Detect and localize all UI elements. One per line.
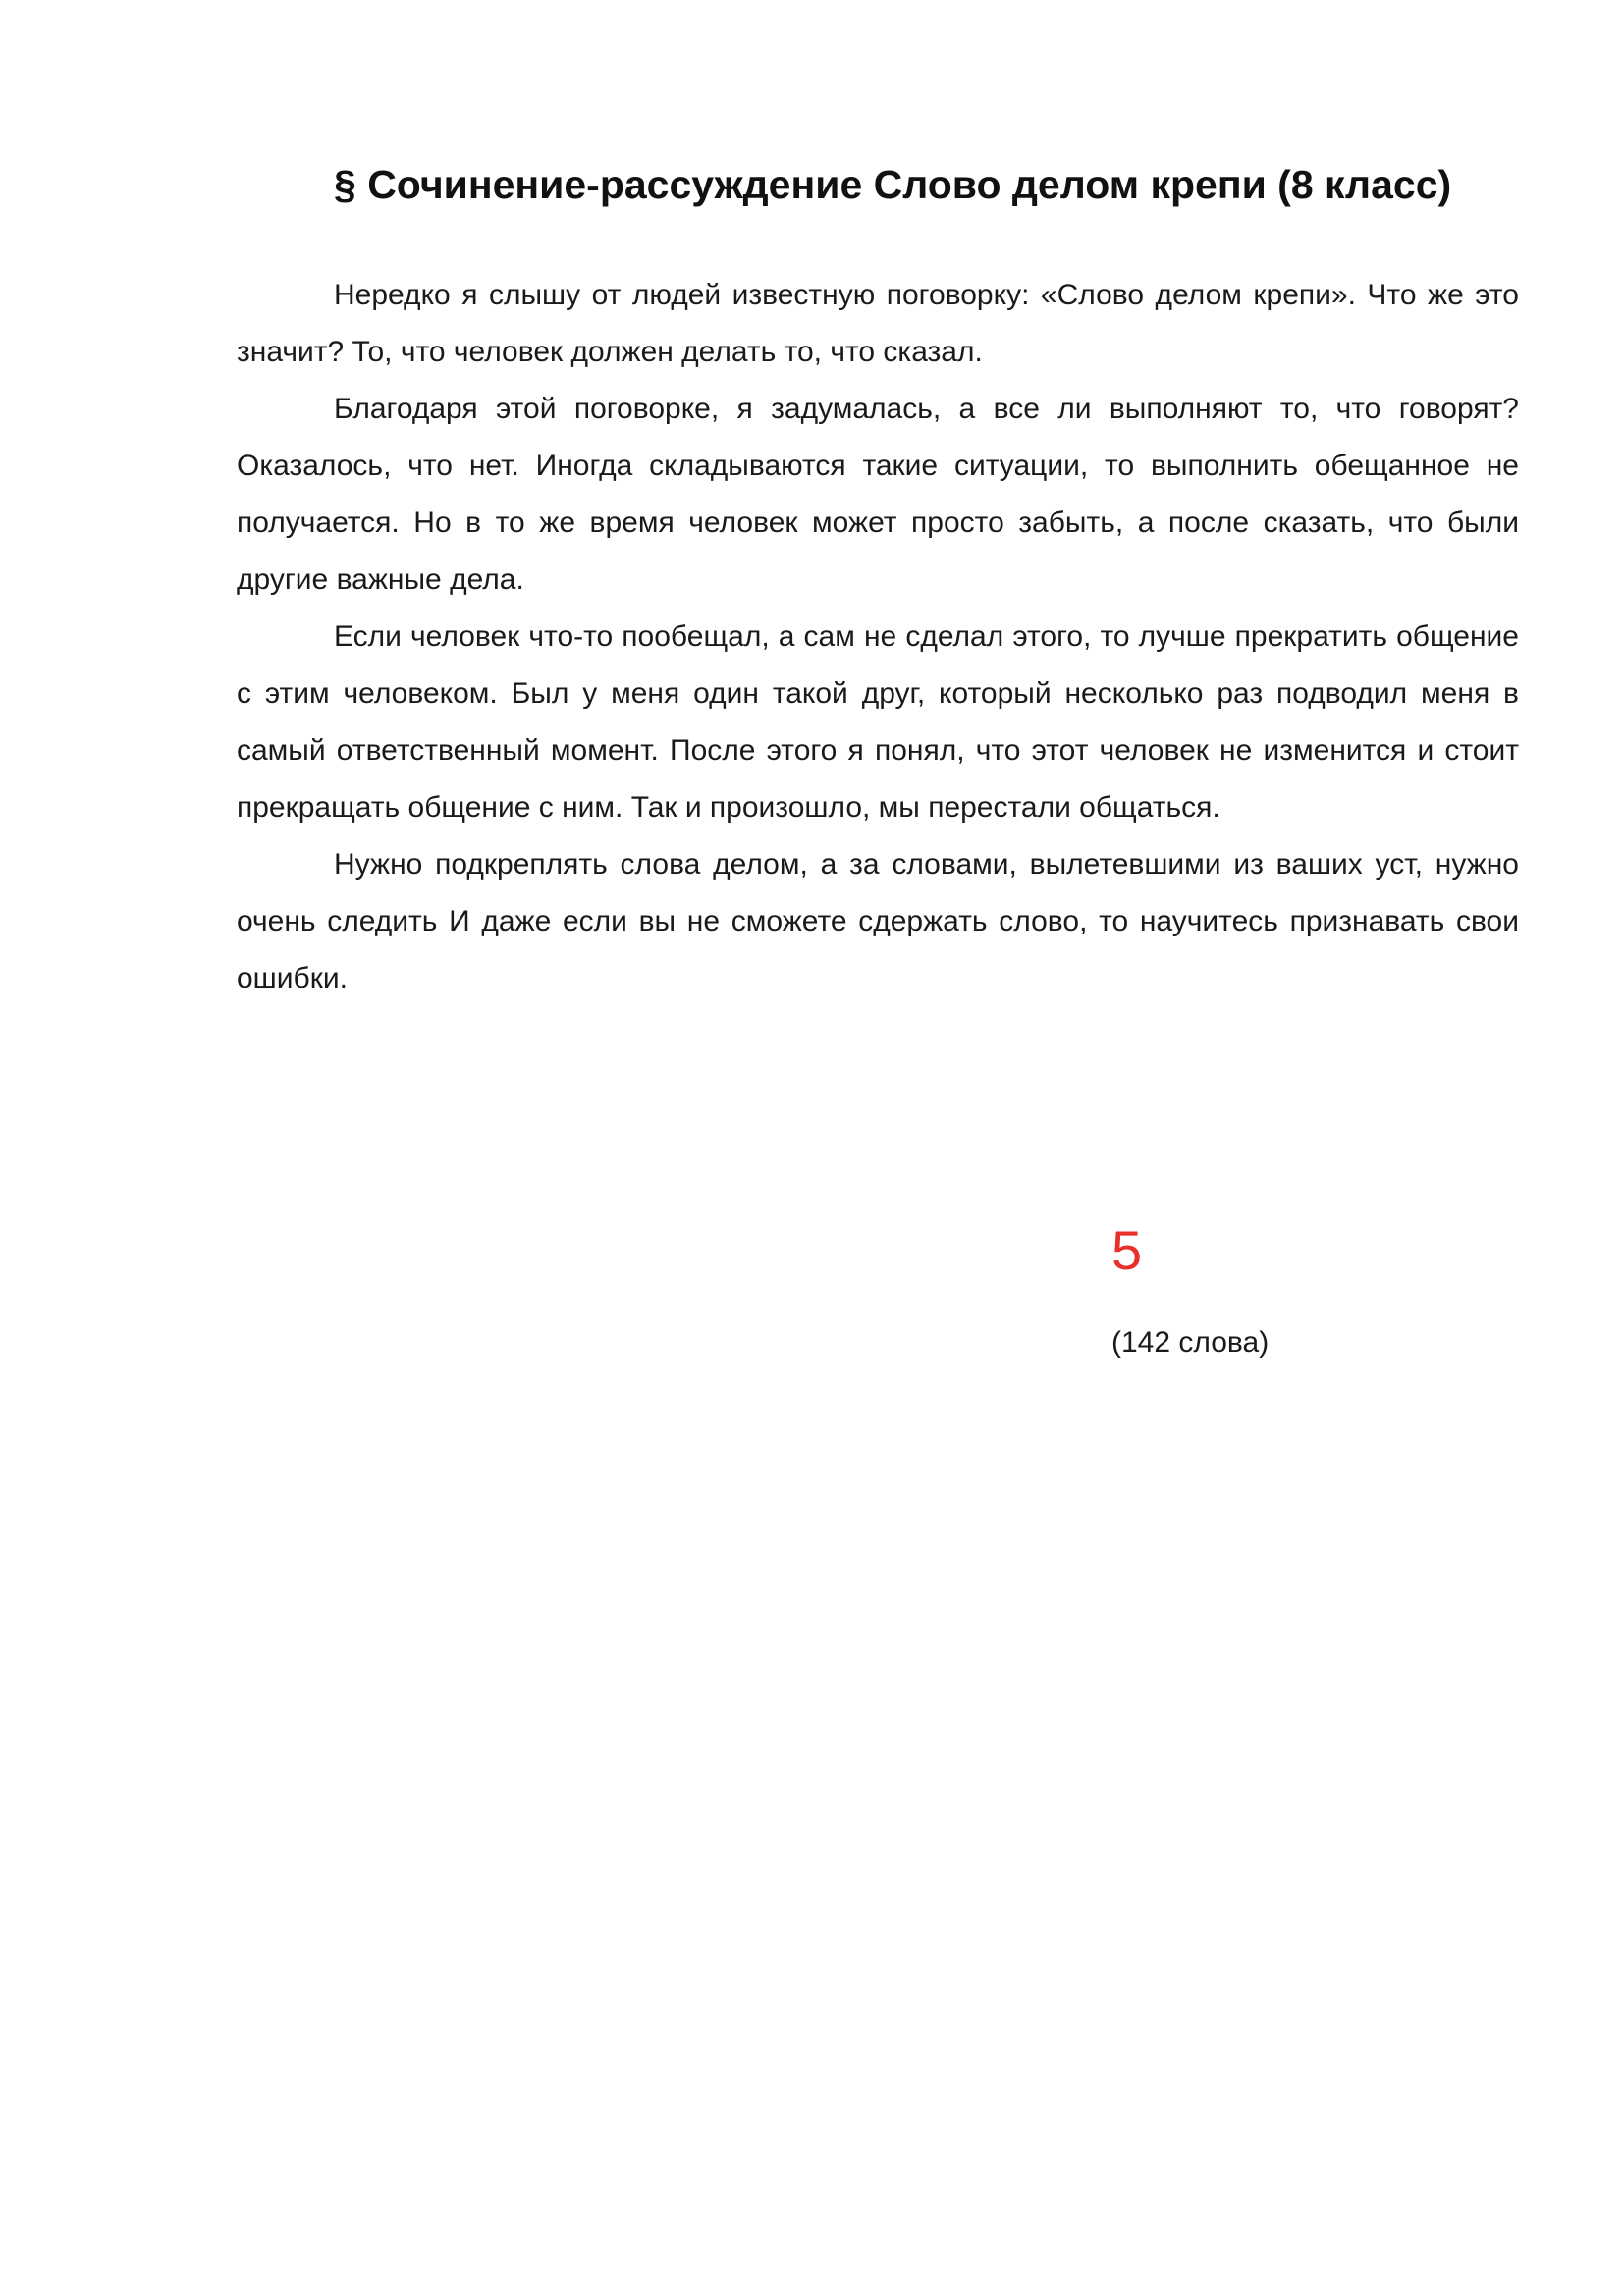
word-count: (142 слова)	[1111, 1326, 1270, 1359]
essay-paragraph-2: Благодаря этой поговорке, я задумалась, а все ли выполняют то, что говорят? Оказалось, что нет. Иногда складываются такие ситуации, то выполнить обещанное не получается. Но в то же время человек может просто забыть, а после сказать, что были другие важные дела.	[237, 393, 1519, 596]
essay-paragraph-1: Нередко я слышу от людей известную поговорку: «Слово делом крепи». Что же это значит? То, что человек должен делать то, что сказал.	[237, 279, 1519, 368]
essay-title: § Сочинение-рассуждение Слово делом крепи (8 класс)	[334, 162, 1452, 207]
grade-mark: 5	[1111, 1219, 1143, 1281]
essay-paragraph-4: Нужно подкреплять слова делом, а за словами, вылетевшими из ваших уст, нужно очень следить И даже если вы не сможете сдержать слово, то научитесь признавать свои ошибки.	[237, 848, 1519, 994]
essay-content	[237, 147, 1519, 1007]
essay-paragraph-3: Если человек что-то пообещал, а сам не сделал этого, то лучше прекратить общение с этим человеком. Был у меня один такой друг, который несколько раз подводил меня в самый ответственный момент. После этого я понял, что этот человек не изменится и стоит прекращать общение с ним. Так и произошло, мы перестали общаться.	[237, 620, 1519, 824]
essay-body	[237, 267, 1519, 1007]
